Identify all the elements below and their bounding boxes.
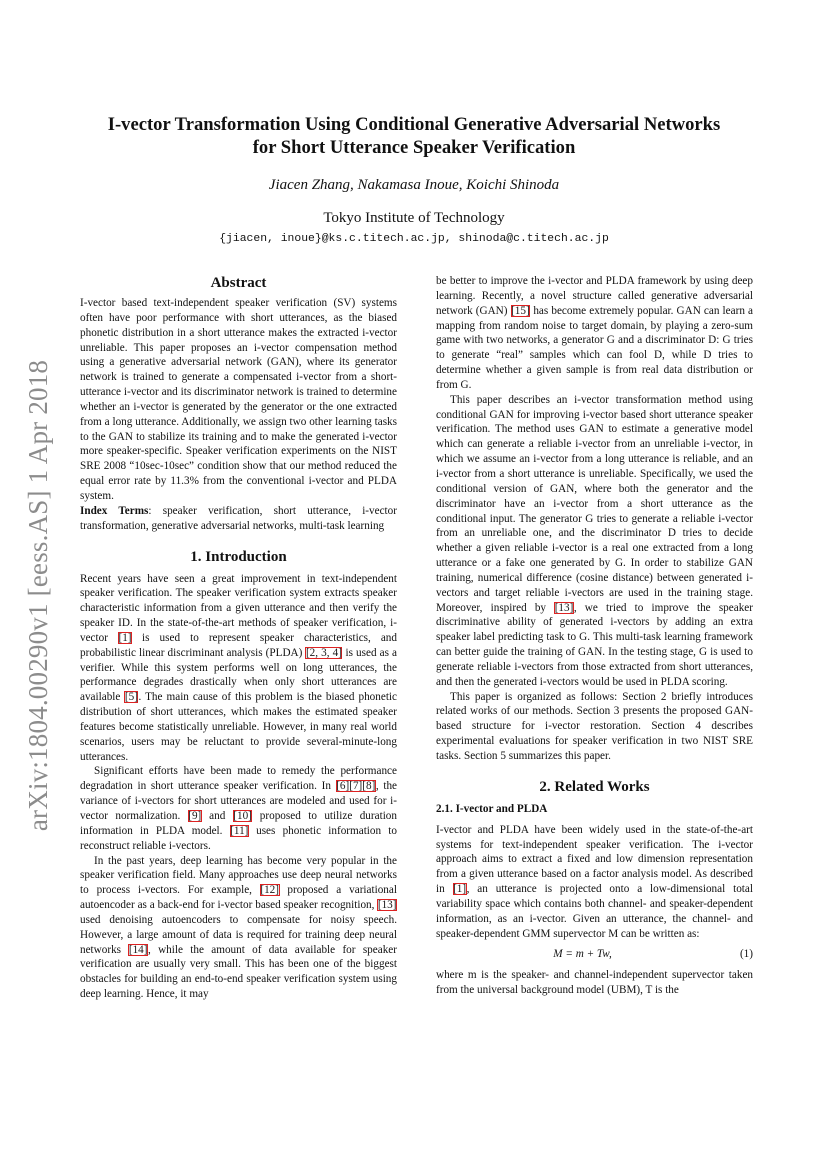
right-column bbox=[436, 274, 753, 998]
citation-link[interactable]: [2, 3, 4] bbox=[305, 646, 342, 659]
equation-number: (1) bbox=[739, 948, 753, 961]
abstract-heading: Abstract bbox=[210, 275, 267, 291]
equation-1 bbox=[436, 947, 753, 962]
citation-link[interactable]: [15] bbox=[511, 304, 530, 317]
intro-paragraph-1: Recent years have seen a great improvement in text-independent speaker verification. The speaker verification system extracts speaker characteristic information from a given utterance and then verify the speaker ID. In the state-of-the-art methods of speaker verification, i-vector [1] is used to represent speaker characteristics, and probabilistic linear discriminant analysis (PLDA) [2, 3, 4] is used as a verifier. While this system performs well on long utterances, the performance degrades drastically when only short utterances are available [5]. The main cause of this problem is the biased phonetic distribution of short utterances, which makes the estimated speaker features become statistically unreliable. However, in many real world scenarios, users may be reluctant to provide several-minute-long utterances. bbox=[80, 572, 398, 763]
affiliation: Tokyo Institute of Technology bbox=[323, 210, 505, 226]
index-terms-label: Index Terms bbox=[80, 504, 149, 517]
subsection-heading: 2.1. I-vector and PLDA bbox=[436, 802, 548, 815]
index-terms bbox=[80, 504, 397, 534]
related-works-heading: 2. Related Works bbox=[539, 778, 650, 795]
introduction-heading: 1. Introduction bbox=[190, 548, 287, 565]
author-emails: {jiacen, inoue}@ks.c.titech.ac.jp, shinoda@c.titech.ac.jp bbox=[219, 233, 609, 245]
author-list: Jiacen Zhang, Nakamasa Inoue, Koichi Shinoda bbox=[268, 177, 560, 193]
citation-link[interactable]: [12] bbox=[260, 884, 279, 897]
citation-link[interactable]: [1] bbox=[118, 631, 132, 644]
title-line-2: for Short Utterance Speaker Verification bbox=[252, 137, 576, 158]
citation-link[interactable]: [10] bbox=[233, 810, 252, 822]
intro-paragraph-6: This paper is organized as follows: Section 2 briefly introduces related works of our methods. Section 3 presents the proposed GAN-based structure for i-vector restoration. Section 4 describes experimental evaluations for speaker verification in two NIST SRE tasks. Section 5 summarizes this paper. bbox=[436, 690, 753, 762]
citation-link[interactable]: [13] bbox=[554, 601, 574, 614]
related-paragraph-2: where m is the speaker- and channel-independent supervector taken from the universal background model (UBM), T is the bbox=[436, 969, 753, 997]
abstract-text: I-vector based text-independent speaker verification (SV) systems often have poor performance with short utterances, as the biased phonetic distribution in a short utterance makes the extracted i-vector unreliable. This paper proposes an i-vector compensation method using a generative adversarial network (GAN), where its generator network is trained to generate a compensated i-vector from a short-utterance i-vector and its discriminator network is trained to determine whether an i-vector is generated by the generator or the one extracted from a long utterance. Additionally, we assign two other learning tasks to the GAN to stabilize its training and to make the generated i-vector more speaker-specific. Speaker verification experiments on the NIST SRE 2008 “10sec-10sec” condition show that our method reduced the equal error rate by 11.3% from the conventional i-vector and PLDA system. bbox=[80, 297, 397, 502]
citation-link[interactable]: [9] bbox=[188, 810, 202, 822]
title-line-1: I-vector Transformation Using Conditional Generative Adversarial Networks bbox=[107, 114, 721, 135]
intro-paragraph-3: In the past years, deep learning has become very popular in the speaker verification field. Many approaches use deep neural networks to process i-vectors. For example, [12] proposed a variational autoencoder as a back-end for i-vector based speaker recognition, [13] used denoising autoencoders to compensate for noisy speech. However, a large amount of data is required for training deep neural networks [14], while the amount of data available for speaker verification are usually very small. This has been one of the biggest obstacles for building an end-to-end speaker verification system using deep learning. Hence, it may bbox=[80, 854, 397, 1001]
citation-link[interactable]: [14] bbox=[128, 943, 148, 956]
citation-link[interactable]: [13] bbox=[377, 899, 397, 912]
citation-link[interactable]: [1] bbox=[453, 883, 467, 896]
left-column bbox=[80, 274, 397, 1002]
paper-title bbox=[80, 113, 748, 159]
citation-link[interactable]: [6][7][8] bbox=[336, 780, 376, 793]
citation-link[interactable]: [5] bbox=[124, 691, 138, 704]
related-paragraph-1: I-vector and PLDA have been widely used in the state-of-the-art systems for text-independent speaker verification. The i-vector approach aims to extract a fixed and low dimension representation from a given utterance based on a factor analysis model. As described in [1], an utterance is projected onto a low-dimensional total variability space which contains both channel- and speaker-dependent information, as an i-vector. Given an utterance, the channel- and speaker-dependent GMM supervector M can be written as: bbox=[436, 823, 753, 940]
equation-expression: M = m + Tw, bbox=[553, 948, 612, 961]
index-terms-text: : speaker verification, short utterance, i-vector transformation, generative adversarial networks, multi-task learning bbox=[80, 504, 397, 532]
intro-paragraph-2: Significant efforts have been made to remedy the performance degradation in short utterance speaker verification. In [6][7][8], the variance of i-vectors for short utterances are modeled and used for i-vector normalization. [9] and [10] proposed to utilize duration information in PLDA model. [11] uses phonetic information to reconstruct reliable i-vectors. bbox=[80, 765, 398, 852]
intro-paragraph-5: This paper describes an i-vector transformation method using conditional GAN for improving i-vector based short utterance speaker verification. The method uses GAN to estimate a generative model which can generate a reliable i-vector from an unreliable i-vector, in which we assume an i-vector from a long utterance is reliable, and an i-vector from a short utterance is unreliable. Specifically, we used the conditional version of GAN, where both the generator and the discriminator have an i-vector from a short utterance as the conditional input. The generator G tries to generate a reliable i-vector from an unreliable one, and the discriminator D tries to decide whether a given reliable i-vector is a real one extracted from a long utterance or a fake one generated by G. In order to stabilize GAN training, numerical difference (cosine distance) between generated i-vectors and target reliable i-vectors are used in the training stage. Moreover, inspired by [13], we tried to improve the speaker discriminative ability of generated i-vectors by adding an extra speaker label predicting task to G. This multi-task learning framework can better guide the training of GAN. In the testing stage, G is used to generate reliable i-vectors from those extracted from short utterances, and then the generated i-vectors would be used in PLDA scoring. bbox=[436, 393, 753, 688]
intro-paragraph-4: be better to improve the i-vector and PLDA framework by using deep learning. Recently, a novel structure called generative adversarial network (GAN) [15] has become extremely popular. GAN can learn a mapping from random noise to target domain, by playing a zero-sum game with two networks, a generator G and a discriminator D: G tries to generate “real” samples which can fool D, while D tries to determine whether a given sample is from real data distribution or from G. bbox=[436, 275, 753, 391]
arxiv-stamp: arXiv:1804.00290v1 [eess.AS] 1 Apr 2018 bbox=[23, 359, 54, 831]
citation-link[interactable]: [11] bbox=[230, 824, 249, 837]
